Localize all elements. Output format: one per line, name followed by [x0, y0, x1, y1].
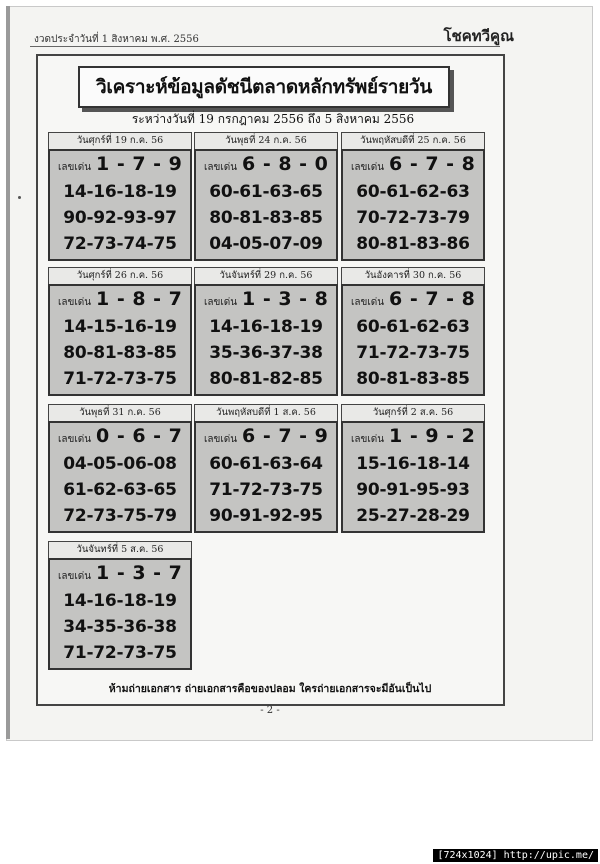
- card-body: [48, 149, 192, 261]
- card-body: [48, 558, 192, 670]
- number-row: 14-16-18-19: [209, 317, 323, 337]
- card-date: วันพฤหัสบดีที่ 1 ส.ค. 56: [194, 404, 338, 421]
- lead-numbers: 6 - 7 - 8: [389, 288, 476, 310]
- lead-numbers: 1 - 3 - 8: [242, 288, 329, 310]
- header-divider: [30, 46, 500, 47]
- lead-label: เลขเด่น: [58, 162, 92, 173]
- lead-row: [343, 425, 483, 451]
- card-date: วันพุธที่ 24 ก.ค. 56: [194, 132, 338, 149]
- number-row: 60-61-62-63: [356, 182, 470, 202]
- number-row: 90-91-92-95: [209, 506, 323, 526]
- number-row: 25-27-28-29: [356, 506, 470, 526]
- card-date: วันจันทร์ที่ 29 ก.ค. 56: [194, 267, 338, 284]
- lead-numbers: 1 - 9 - 2: [389, 425, 476, 447]
- lead-label: เลขเด่น: [351, 297, 385, 308]
- lead-numbers: 6 - 7 - 9: [242, 425, 329, 447]
- date-range-subtitle: ระหว่างวันที่ 19 กรกฎาคม 2556 ถึง 5 สิงหาคม 2556: [131, 112, 415, 126]
- card-date: วันอังคารที่ 30 ก.ค. 56: [341, 267, 485, 284]
- number-row: 80-81-83-86: [356, 234, 470, 254]
- number-row: 80-81-83-85: [63, 343, 177, 363]
- number-row: 04-05-07-09: [209, 234, 323, 254]
- watermark-label: [724x1024] http://upic.me/: [433, 849, 598, 862]
- card-body: [48, 421, 192, 533]
- lead-row: [50, 288, 190, 314]
- card-date: วันพุธที่ 31 ก.ค. 56: [48, 404, 192, 421]
- lead-numbers: 1 - 8 - 7: [96, 288, 183, 310]
- card-date: วันศุกร์ที่ 2 ส.ค. 56: [341, 404, 485, 421]
- number-row: 15-16-18-14: [356, 454, 470, 474]
- number-row: 71-72-73-75: [63, 643, 177, 663]
- number-row: 71-72-73-75: [209, 480, 323, 500]
- lead-row: [196, 425, 336, 451]
- day-card: [194, 132, 338, 261]
- lead-label: เลขเด่น: [204, 297, 238, 308]
- card-body: [194, 284, 338, 396]
- publication-name: โชคทวีคูณ: [443, 27, 514, 45]
- number-row: 70-72-73-79: [356, 208, 470, 228]
- day-card: [48, 404, 192, 533]
- scan-speck: [18, 196, 21, 199]
- day-card: [194, 267, 338, 396]
- lead-label: เลขเด่น: [58, 434, 92, 445]
- number-row: 14-16-18-19: [63, 182, 177, 202]
- number-row: 60-61-63-65: [209, 182, 323, 202]
- number-row: 35-36-37-38: [209, 343, 323, 363]
- lead-row: [343, 153, 483, 179]
- day-card: [341, 267, 485, 396]
- lead-row: [50, 425, 190, 451]
- card-body: [48, 284, 192, 396]
- number-row: 90-92-93-97: [63, 208, 177, 228]
- number-row: 90-91-95-93: [356, 480, 470, 500]
- number-row: 60-61-62-63: [356, 317, 470, 337]
- day-card: [48, 541, 192, 670]
- lead-label: เลขเด่น: [351, 434, 385, 445]
- lead-row: [50, 153, 190, 179]
- number-row: 04-05-06-08: [63, 454, 177, 474]
- copy-warning-footer: ห้ามถ่ายเอกสาร ถ่ายเอกสารคือของปลอม ใครถ่ายเอกสารจะมีอันเป็นไป: [108, 683, 432, 695]
- lead-numbers: 6 - 8 - 0: [242, 153, 329, 175]
- lead-numbers: 0 - 6 - 7: [96, 425, 183, 447]
- card-date: วันจันทร์ที่ 5 ส.ค. 56: [48, 541, 192, 558]
- lead-label: เลขเด่น: [58, 297, 92, 308]
- card-body: [341, 284, 485, 396]
- card-date: วันศุกร์ที่ 26 ก.ค. 56: [48, 267, 192, 284]
- card-body: [194, 149, 338, 261]
- lead-numbers: 6 - 7 - 8: [389, 153, 476, 175]
- lead-numbers: 1 - 7 - 9: [96, 153, 183, 175]
- lead-row: [50, 562, 190, 588]
- day-card: [48, 267, 192, 396]
- lead-row: [196, 153, 336, 179]
- day-card: [48, 132, 192, 261]
- card-body: [341, 421, 485, 533]
- number-row: 14-16-18-19: [63, 591, 177, 611]
- lead-row: [343, 288, 483, 314]
- day-card: [194, 404, 338, 533]
- page-number: - 2 -: [260, 705, 280, 716]
- lead-numbers: 1 - 3 - 7: [96, 562, 183, 584]
- card-date: วันศุกร์ที่ 19 ก.ค. 56: [48, 132, 192, 149]
- card-date: วันพฤหัสบดีที่ 25 ก.ค. 56: [341, 132, 485, 149]
- lead-label: เลขเด่น: [58, 571, 92, 582]
- day-card: [341, 132, 485, 261]
- page-edge-shadow: [6, 6, 10, 739]
- number-row: 71-72-73-75: [63, 369, 177, 389]
- issue-date-header: งวดประจำวันที่ 1 สิงหาคม พ.ศ. 2556: [34, 34, 199, 45]
- lead-row: [196, 288, 336, 314]
- card-body: [341, 149, 485, 261]
- lead-label: เลขเด่น: [351, 162, 385, 173]
- number-row: 14-15-16-19: [63, 317, 177, 337]
- number-row: 61-62-63-65: [63, 480, 177, 500]
- number-row: 72-73-74-75: [63, 234, 177, 254]
- number-row: 80-81-83-85: [209, 208, 323, 228]
- number-row: 71-72-73-75: [356, 343, 470, 363]
- lead-label: เลขเด่น: [204, 162, 238, 173]
- lead-label: เลขเด่น: [204, 434, 238, 445]
- number-row: 60-61-63-64: [209, 454, 323, 474]
- number-row: 34-35-36-38: [63, 617, 177, 637]
- number-row: 72-73-75-79: [63, 506, 177, 526]
- number-row: 80-81-82-85: [209, 369, 323, 389]
- card-body: [194, 421, 338, 533]
- number-row: 80-81-83-85: [356, 369, 470, 389]
- page-title: วิเคราะห์ข้อมูลดัชนีตลาดหลักทรัพย์รายวัน: [78, 66, 450, 108]
- day-card: [341, 404, 485, 533]
